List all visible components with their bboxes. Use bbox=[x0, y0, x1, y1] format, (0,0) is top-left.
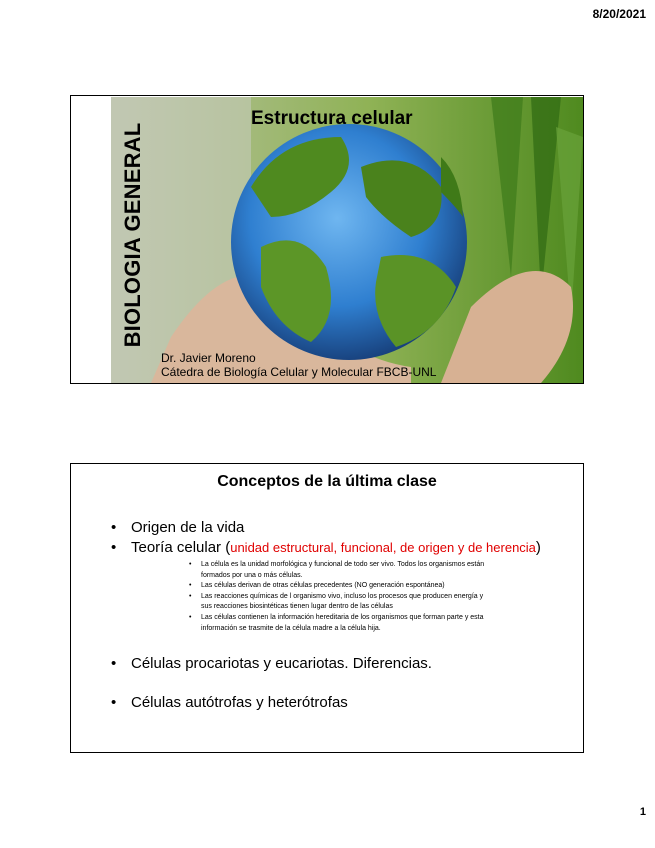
bullet-icon: • bbox=[189, 613, 192, 621]
author-name: Dr. Javier Moreno bbox=[161, 351, 256, 365]
bullet-icon: • bbox=[111, 519, 117, 536]
highlight-text: unidad estructural, funcional, de origen y de herencia bbox=[230, 540, 536, 555]
slide-title: Estructura celular bbox=[251, 108, 413, 129]
slide-2-concepts: Conceptos de la última clase • Origen de la vida • Teoría celular (unidad estructural, funcional, de origen y de herencia) • La célula es la unidad morfológica y funcional de todo ser vivo. Todos los organismos están formados por una o más células. • Las células derivan de otras células precedentes (NO generación espontánea) • Las reacciones químicas de l organismo vivo, incluso los procesos que producen energía y sus reacciones biosintéticas tienen lugar dentro de las células • Las células contienen la información hereditaria de los organismos que forman parte y esta información se trasmite de la célula madre a la célula hija. • Células procariotas y eucariotas. Diferencias. • Células autótrofas y heterótrofas bbox=[70, 463, 584, 753]
sub-bullet-item: • Las reacciones químicas de l organismo vivo, incluso los procesos que producen energía y sus reacciones biosintéticas tienen lugar dentro de las células bbox=[189, 592, 484, 611]
bullet-icon: • bbox=[189, 561, 192, 568]
bullet-icon: • bbox=[189, 592, 192, 600]
bullet-icon: • bbox=[111, 655, 117, 672]
sub-bullet-list bbox=[189, 560, 559, 634]
print-date: 8/20/2021 bbox=[592, 7, 646, 21]
globe-in-hands-image bbox=[111, 97, 583, 383]
page-number: 1 bbox=[639, 806, 646, 818]
author-affiliation: Cátedra de Biología Celular y Molecular FBCB-UNL bbox=[161, 365, 437, 379]
bullet-icon: • bbox=[111, 539, 117, 556]
bullet-icon: • bbox=[111, 694, 117, 711]
slide-title: Conceptos de la última clase bbox=[217, 473, 437, 490]
sub-bullet-item: • Las células contienen la información hereditaria de los organismos que forman parte y esta información se trasmite de la célula madre a la célula hija. bbox=[189, 613, 484, 632]
author-block bbox=[161, 351, 436, 379]
bullet-icon: • bbox=[189, 582, 192, 590]
sub-bullet-item: • La célula es la unidad morfológica y funcional de todo ser vivo. Todos los organismos están formados por una o más células. bbox=[189, 561, 485, 579]
vertical-title: BIOLOGIA GENERAL bbox=[120, 122, 145, 348]
slide-1-title bbox=[70, 95, 584, 384]
sub-bullet-item: • Las células derivan de otras células precedentes (NO generación espontánea) bbox=[189, 581, 559, 592]
